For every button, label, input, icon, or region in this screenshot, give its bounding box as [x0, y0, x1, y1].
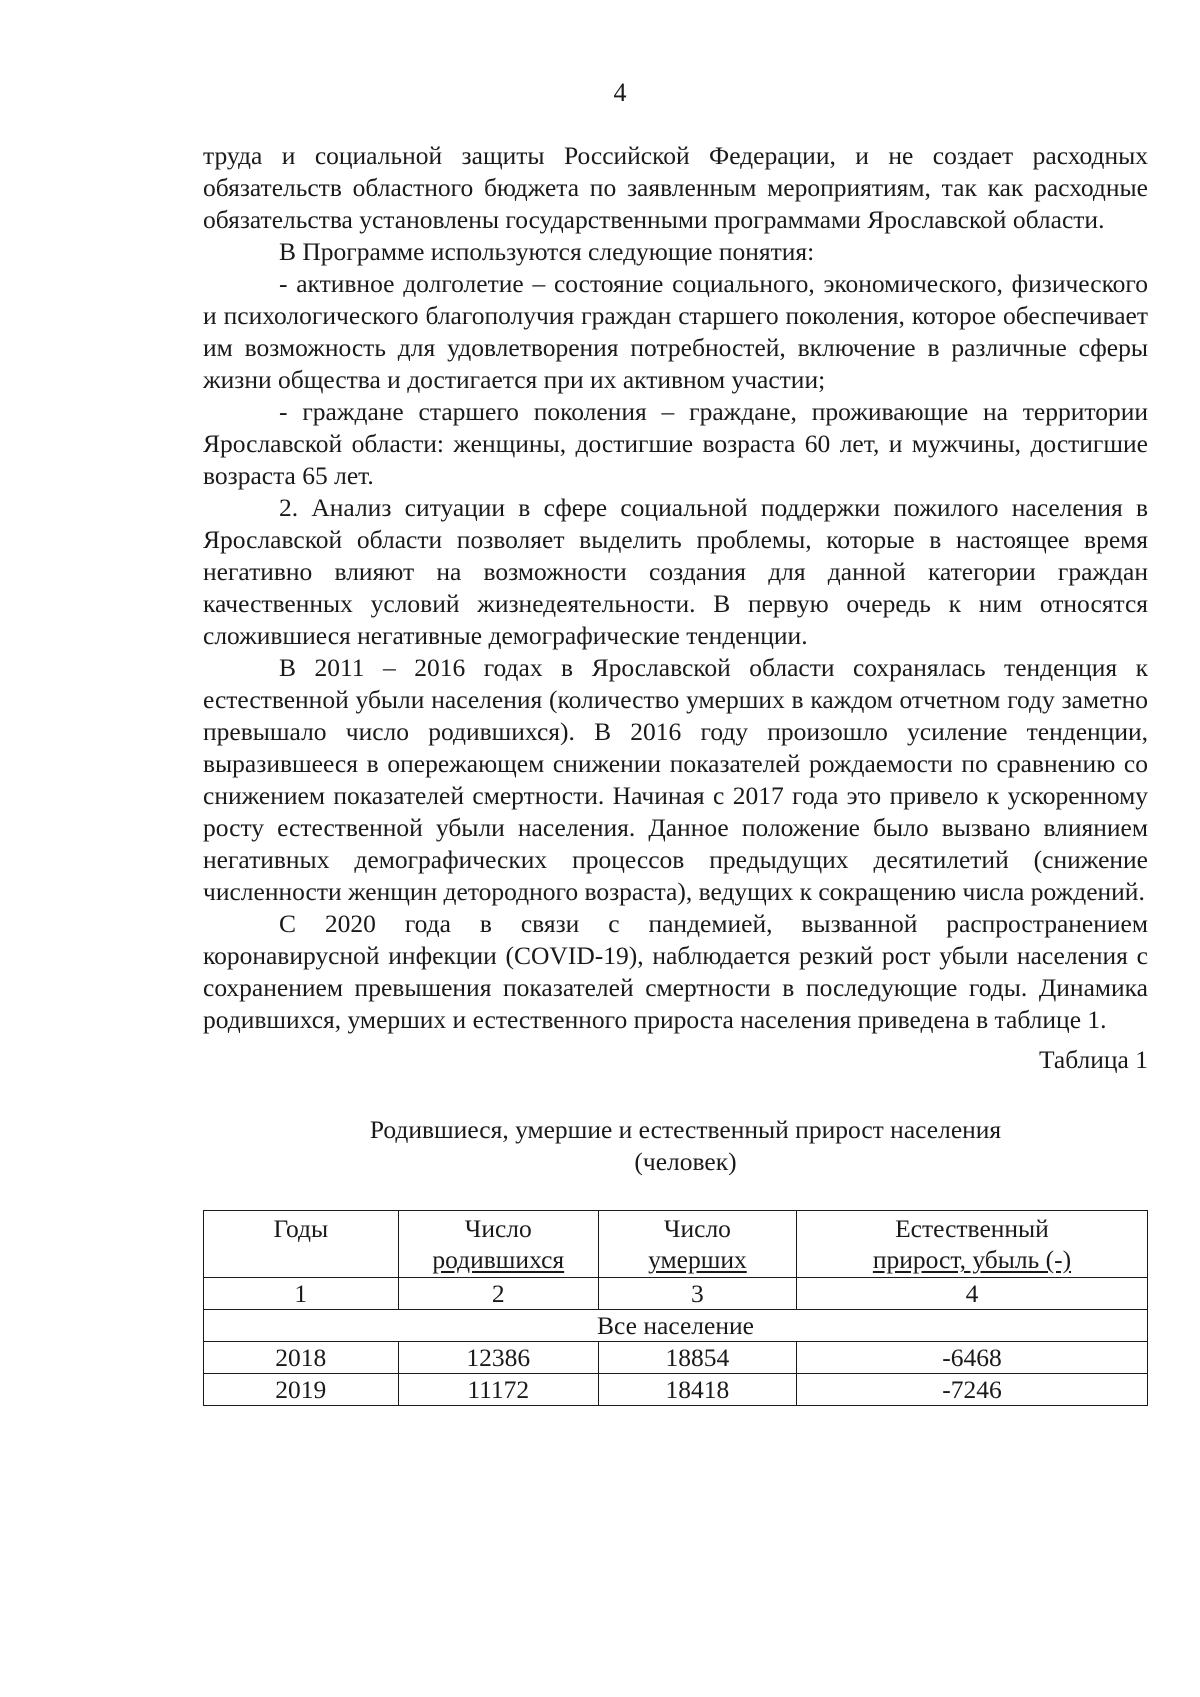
header-births: Число родившихся	[398, 1211, 598, 1278]
paragraph: В Программе используются следующие понятия:	[279, 237, 815, 266]
definition-paragraph: - активное долголетие – состояние социального, экономического, физического и психологического благополучия граждан старшего поколения, которое обеспечивает им возможность для удовлетворения потребностей, включение в различные сферы жизни общества и достигается при их активном участии;	[203, 269, 1148, 394]
column-number: 2	[398, 1278, 598, 1310]
document-body	[203, 140, 1148, 1406]
page-number: 4	[613, 78, 627, 107]
header-deaths: Число умерших	[598, 1211, 796, 1278]
table-label: Таблица 1	[1038, 1045, 1148, 1074]
cell-births: 12386	[398, 1342, 598, 1374]
table-container	[203, 1210, 1148, 1406]
cell-births: 11172	[398, 1374, 598, 1406]
table-title-line: Родившиеся, умершие и естественный прирост населения	[369, 1115, 1002, 1144]
header-growth: Естественный прирост, убыль (-)	[796, 1211, 1147, 1278]
cell-growth: -7246	[796, 1374, 1147, 1406]
column-number: 4	[796, 1278, 1147, 1310]
column-number-row	[204, 1278, 1148, 1310]
cell-deaths: 18418	[598, 1374, 796, 1406]
table-header-row	[204, 1211, 1148, 1278]
definition-paragraph: - граждане старшего поколения – граждане, проживающие на территории Ярославской области: женщины, достигшие возраста 60 лет, и мужчины, достигшие возраста 65 лет.	[203, 397, 1148, 490]
population-table	[203, 1210, 1148, 1406]
cell-growth: -6468	[796, 1342, 1147, 1374]
section-label: Все население	[204, 1310, 1148, 1342]
column-number: 3	[598, 1278, 796, 1310]
cell-deaths: 18854	[598, 1342, 796, 1374]
cell-year: 2018	[204, 1342, 399, 1374]
column-number: 1	[204, 1278, 399, 1310]
header-years: Годы	[204, 1211, 399, 1278]
cell-year: 2019	[204, 1374, 399, 1406]
table-row	[204, 1374, 1148, 1406]
paragraph: 2. Анализ ситуации в сфере социальной поддержки пожилого населения в Ярославской области позволяет выделить проблемы, которые в настоящее время негативно влияют на возможности создания для данной категории граждан качественных условий жизнедеятельности. В первую очередь к ним относятся сложившиеся негативные демографические тенденции.	[203, 493, 1148, 650]
paragraph: труда и социальной защиты Российской Федерации, и не создает расходных обязательств областного бюджета по заявленным мероприятиям, так как расходные обязательства установлены государственными программами Ярославской области.	[203, 141, 1148, 234]
section-row	[204, 1310, 1148, 1342]
table-row	[204, 1342, 1148, 1374]
paragraph: В 2011 – 2016 годах в Ярославской области сохранялась тенденция к естественной убыли населения (количество умерших в каждом отчетном году заметно превышало число родившихся). В 2016 году произошло усиление тенденции, выразившееся в опережающем снижении показателей рождаемости по сравнению со снижением показателей смертности. Начиная с 2017 года это привело к ускоренному росту естественной убыли населения. Данное положение было вызвано влиянием негативных демографических процессов предыдущих десятилетий (снижение численности женщин детородного возраста), ведущих к сокращению числа рождений.	[203, 653, 1148, 906]
paragraph: С 2020 года в связи с пандемией, вызванной распространением коронавирусной инфекции (COVID-19), наблюдается резкий рост убыли населения с сохранением превышения показателей смертности в последующие годы. Динамика родившихся, умерших и естественного прироста населения приведена в таблице 1.	[203, 909, 1148, 1034]
table-title	[203, 1114, 1148, 1178]
table-title-unit: (человек)	[634, 1147, 737, 1176]
